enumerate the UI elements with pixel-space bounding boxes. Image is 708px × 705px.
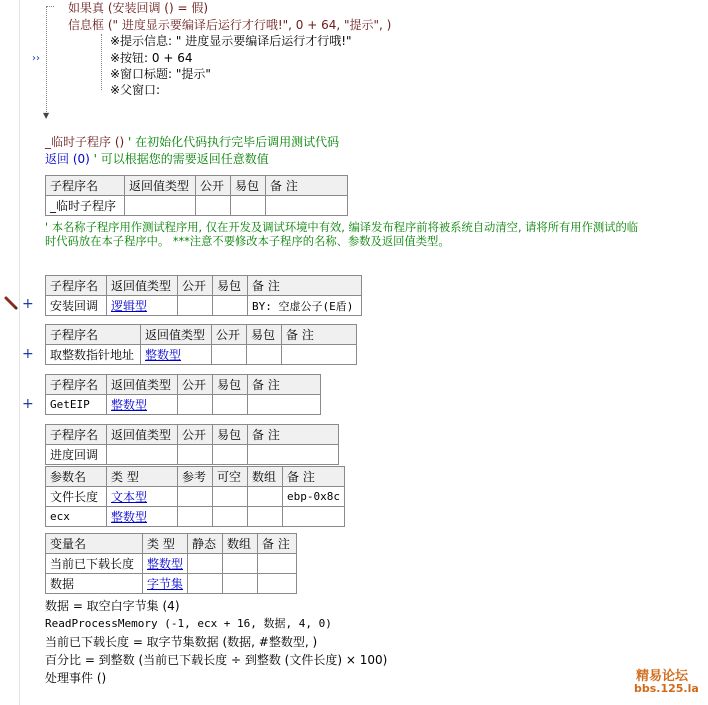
code-line-1[interactable]: 数据 = 取空白字节集 (4) <box>45 599 180 613</box>
col-public: 公开 <box>178 425 213 445</box>
cell-param-name[interactable]: ecx <box>46 507 107 527</box>
cell-ref[interactable] <box>178 487 213 507</box>
flow-line <box>46 6 47 116</box>
cell-var-type[interactable]: 整数型 <box>143 554 188 574</box>
cell-remark[interactable] <box>266 196 348 216</box>
temp-sub-call: _临时子程序 () <box>45 135 125 149</box>
col-return-type: 返回值类型 <box>125 176 196 196</box>
col-return-type: 返回值类型 <box>107 425 178 445</box>
if-true-line[interactable]: 如果真 (安装回调 () = 假) <box>68 1 209 15</box>
cell-ref[interactable] <box>178 507 213 527</box>
cell-var-name[interactable]: 数据 <box>46 574 143 594</box>
col-epkg: 易包 <box>231 176 266 196</box>
col-epkg: 易包 <box>213 276 248 296</box>
expand-install-button[interactable]: + <box>22 296 34 312</box>
col-return-type: 返回值类型 <box>107 276 178 296</box>
cell-param-type[interactable]: 文本型 <box>107 487 178 507</box>
cell-static[interactable] <box>188 574 223 594</box>
col-public: 公开 <box>178 276 213 296</box>
cell-var-name[interactable]: 当前已下载长度 <box>46 554 143 574</box>
return-line[interactable] <box>45 151 269 167</box>
parent-param[interactable]: ※父窗口: <box>110 83 161 97</box>
col-epkg: 易包 <box>247 325 282 345</box>
col-public: 公开 <box>196 176 231 196</box>
flow-end-arrow: ▼ <box>43 111 50 120</box>
watermark-url: bbs.125.la <box>634 682 699 695</box>
col-param-name: 参数名 <box>46 467 107 487</box>
code-line-5[interactable]: 处理事件 () <box>45 671 107 685</box>
col-param-type: 类 型 <box>107 467 178 487</box>
progress-sub-table <box>45 424 339 465</box>
temp-sub-call-comment: ' 在初始化代码执行完毕后调用测试代码 <box>128 135 340 149</box>
cell-sub-name[interactable]: 进度回调 <box>46 445 107 465</box>
cell-sub-name[interactable]: GetEIP <box>46 395 107 415</box>
col-var-name: 变量名 <box>46 534 143 554</box>
col-remark: 备 注 <box>248 276 362 296</box>
local-vars-table <box>45 533 297 594</box>
cell-array[interactable] <box>248 507 283 527</box>
msg-param[interactable]: ※提示信息: " 进度显示要编译后运行才行哦!" <box>110 34 352 48</box>
col-remark: 备 注 <box>248 425 339 445</box>
pencil-icon <box>4 296 18 310</box>
temp-sub-table <box>45 175 348 216</box>
code-line-2[interactable]: ReadProcessMemory (-1, ecx + 16, 数据, 4, 0) <box>45 617 332 630</box>
col-return-type: 返回值类型 <box>141 325 212 345</box>
cell-var-type[interactable]: 字节集 <box>143 574 188 594</box>
col-epkg: 易包 <box>213 375 248 395</box>
cell-sub-name[interactable]: 取整数指针地址 <box>46 345 141 365</box>
col-remark: 备 注 <box>282 325 357 345</box>
cell-remark[interactable] <box>283 507 345 527</box>
cell-return-type[interactable] <box>125 196 196 216</box>
cell-epkg[interactable] <box>231 196 266 216</box>
expand-geteip-button[interactable]: + <box>22 396 34 412</box>
col-array: 数组 <box>248 467 283 487</box>
cell-return-type[interactable]: 整数型 <box>107 395 178 415</box>
cell-epkg[interactable] <box>213 296 248 316</box>
cell-epkg[interactable] <box>213 395 248 415</box>
cell-array[interactable] <box>223 554 258 574</box>
msgbox-line[interactable]: 信息框 (" 进度显示要编译后运行才行哦!", 0 + 64, "提示", ) <box>68 18 392 32</box>
cell-nullable[interactable] <box>213 507 248 527</box>
temp-sub-comment-2: 时代码放在本子程序中。 ***注意不要修改本子程序的名称、参数及返回值类型。 <box>45 235 450 248</box>
col-static: 静态 <box>188 534 223 554</box>
cell-remark[interactable]: ebp-0x8c <box>283 487 345 507</box>
getptr-sub-table <box>45 324 357 365</box>
watermark-title: 精易论坛 <box>636 669 689 684</box>
cell-array[interactable] <box>248 487 283 507</box>
cell-remark[interactable] <box>258 574 297 594</box>
cell-epkg[interactable] <box>213 445 248 465</box>
cell-public[interactable] <box>196 196 231 216</box>
cell-remark[interactable] <box>258 554 297 574</box>
col-var-type: 类 型 <box>143 534 188 554</box>
col-remark: 备 注 <box>266 176 348 196</box>
col-ref: 参考 <box>178 467 213 487</box>
temp-sub-call-line[interactable] <box>45 134 339 150</box>
gutter-divider <box>19 0 20 705</box>
cell-remark[interactable]: BY: 空虚公子(E盾) <box>248 296 362 316</box>
col-public: 公开 <box>178 375 213 395</box>
cell-array[interactable] <box>223 574 258 594</box>
col-epkg: 易包 <box>213 425 248 445</box>
col-sub-name: 子程序名 <box>46 425 107 445</box>
progress-params-table <box>45 466 345 527</box>
col-return-type: 返回值类型 <box>107 375 178 395</box>
temp-sub-comment-1: ' 本名称子程序用作测试程序用, 仅在开发及调试环境中有效, 编译发布程序前将被系统自动清空, 请将所有用作测试的临 <box>45 221 639 234</box>
col-public: 公开 <box>212 325 247 345</box>
col-sub-name: 子程序名 <box>46 176 125 196</box>
btn-param[interactable]: ※按钮: 0 + 64 <box>110 51 193 65</box>
cell-return-type[interactable]: 整数型 <box>141 345 212 365</box>
expand-marker-icon[interactable]: ›› <box>32 53 40 64</box>
cell-remark[interactable] <box>248 445 339 465</box>
col-remark: 备 注 <box>248 375 321 395</box>
col-remark: 备 注 <box>283 467 345 487</box>
col-sub-name: 子程序名 <box>46 276 107 296</box>
cell-return-type[interactable]: 逻辑型 <box>107 296 178 316</box>
param-tree-line <box>101 34 102 90</box>
cell-public[interactable] <box>178 395 213 415</box>
cell-public[interactable] <box>178 296 213 316</box>
cell-nullable[interactable] <box>213 487 248 507</box>
flow-branch <box>46 6 54 7</box>
return-comment: ' 可以根据您的需要返回任意数值 <box>93 152 269 166</box>
code-line-4[interactable]: 百分比 = 到整数 (当前已下载长度 ÷ 到整数 (文件长度) × 100) <box>45 653 388 667</box>
cell-public[interactable] <box>178 445 213 465</box>
col-remark: 备 注 <box>258 534 297 554</box>
install-sub-table <box>45 275 362 316</box>
cell-sub-name[interactable]: 安装回调 <box>46 296 107 316</box>
cell-sub-name[interactable]: _临时子程序 <box>46 196 125 216</box>
expand-getptr-button[interactable]: + <box>22 346 34 362</box>
code-line-3[interactable]: 当前已下载长度 = 取字节集数据 (数据, #整数型, ) <box>45 635 318 649</box>
editor-gutter <box>0 0 19 705</box>
cell-param-name[interactable]: 文件长度 <box>46 487 107 507</box>
cell-remark[interactable] <box>248 395 321 415</box>
cell-epkg[interactable] <box>247 345 282 365</box>
col-sub-name: 子程序名 <box>46 325 141 345</box>
return-call: 返回 (0) <box>45 152 90 166</box>
col-array: 数组 <box>223 534 258 554</box>
cell-public[interactable] <box>212 345 247 365</box>
title-param[interactable]: ※窗口标题: "提示" <box>110 67 211 81</box>
cell-remark[interactable] <box>282 345 357 365</box>
col-nullable: 可空 <box>213 467 248 487</box>
cell-static[interactable] <box>188 554 223 574</box>
cell-param-type[interactable]: 整数型 <box>107 507 178 527</box>
geteip-sub-table <box>45 374 321 415</box>
cell-return-type[interactable] <box>107 445 178 465</box>
col-sub-name: 子程序名 <box>46 375 107 395</box>
